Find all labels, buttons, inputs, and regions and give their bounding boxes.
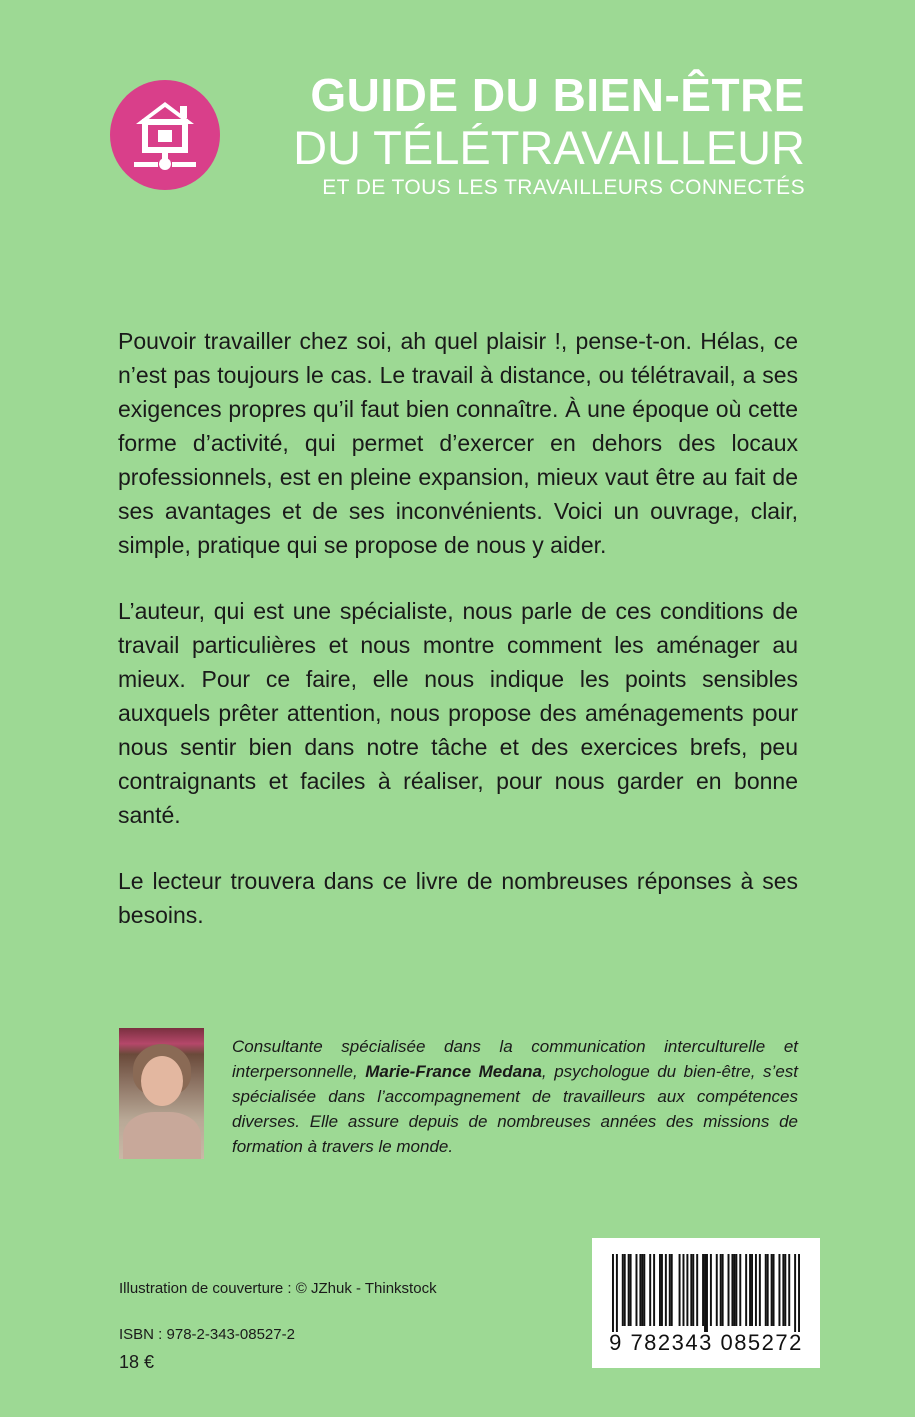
barcode-bar [759,1254,761,1326]
barcode-digits: 9 782343 085272 [609,1330,803,1355]
barcode-bar [628,1254,630,1326]
barcode-bar [765,1254,767,1326]
barcode-bar [612,1254,614,1332]
barcode-bar [649,1254,651,1326]
barcode-bar [784,1254,786,1326]
barcode-bar [778,1254,780,1326]
illustration-credit: Illustration de couverture : © JZhuk - Thinkstock [119,1280,437,1297]
barcode-bar [782,1254,784,1326]
barcode-bar [636,1254,638,1326]
book-subtitle: ET DE TOUS LES TRAVAILLEURS CONNECTÉS [322,176,805,199]
price: 18 € [119,1352,155,1372]
barcode-bar [665,1254,667,1326]
barcode-bar [653,1254,655,1326]
barcode-bar [720,1254,722,1326]
barcode-bar [733,1254,735,1326]
blurb-paragraph: Le lecteur trouvera dans ce livre de nombreuses réponses à ses besoins. [118,868,798,928]
barcode-bar [661,1254,663,1326]
barcode-bar [643,1254,645,1326]
barcode-bar [686,1254,688,1326]
barcode-bar [755,1254,757,1326]
title-block [255,68,805,202]
barcode-bar [639,1254,641,1326]
logo-badge [110,80,220,190]
barcode-bar [735,1254,737,1326]
barcode-bar [624,1254,626,1326]
barcode-bar [710,1254,712,1326]
author-name: Marie-France Medana [365,1062,542,1081]
barcode [592,1238,820,1368]
author-bio-rest: , psychologue du bien-être, s’est spécialisée dans l’accompagnement de travailleurs aux compétences diverses. Elle assure depuis de nombreuses années des missions de formation à travers le monde. [232,1062,798,1156]
blurb-paragraph: Pouvoir travailler chez soi, ah quel plaisir !, pense-t-on. Hélas, ce n’est pas toujours le cas. Le travail à distance, ou télétravail, a ses exigences propres qu’il faut bien connaître. À une époque où cette forme d’activité, qui permet d’exercer en dehors des locaux professionnels, est en pleine expansion, mieux vaut être au fait de ses avantages et de ses inconvénients. Voici un ouvrage, clair, simple, pratique qui se propose de nous y aider. [118,328,798,558]
barcode-bar [704,1254,706,1332]
book-title-line2: DU TÉLÉTRAVAILLEUR [293,121,805,174]
barcode-bar [671,1254,673,1326]
house-network-icon [110,80,220,190]
barcode-bar [722,1254,724,1326]
barcode-bar [669,1254,671,1326]
barcode-bar [731,1254,733,1326]
barcode-bar [616,1254,618,1332]
barcode-bar [716,1254,718,1326]
barcode-bar [706,1254,708,1332]
barcode-bar [659,1254,661,1326]
barcode-bar [767,1254,769,1326]
barcode-bar [749,1254,751,1326]
barcode-bar [696,1254,698,1326]
isbn-number: ISBN : 978-2-343-08527-2 [119,1326,295,1343]
barcode-bar [751,1254,753,1326]
barcode-bar [641,1254,643,1326]
back-cover-blurb [118,324,798,964]
blurb-paragraph: L’auteur, qui est une spécialiste, nous parle de ces conditions de travail particulières et nous montre comment les aménager au mieux. Pour ce faire, elle nous indique les points sensibles auxquels prêter attention, nous propose des aménagements pour nous sentir bien dans notre tâche et des exercices brefs, peu contraignants et faciles à réaliser, pour nous garder en bonne santé. [118,598,798,828]
barcode-bar [773,1254,775,1326]
author-bio-intro: Consultante spécialisée dans la communication interculturelle et interpersonnelle, [232,1037,798,1081]
barcode-bars [612,1254,800,1332]
barcode-bar [788,1254,790,1326]
barcode-bar [692,1254,694,1326]
barcode-bar [702,1254,704,1326]
barcode-bar [798,1254,800,1332]
barcode-bar [794,1254,796,1332]
barcode-bar [728,1254,730,1326]
barcode-bar [690,1254,692,1326]
book-title-line1: GUIDE DU BIEN-ÊTRE [310,69,805,121]
barcode-bar [679,1254,681,1326]
author-photo [119,1028,204,1159]
barcode-bar [739,1254,741,1326]
author-bio [232,1034,798,1159]
barcode-bar [630,1254,632,1326]
barcode-bar [622,1254,624,1326]
barcode-bar [771,1254,773,1326]
barcode-bar [745,1254,747,1326]
barcode-bar [683,1254,685,1326]
